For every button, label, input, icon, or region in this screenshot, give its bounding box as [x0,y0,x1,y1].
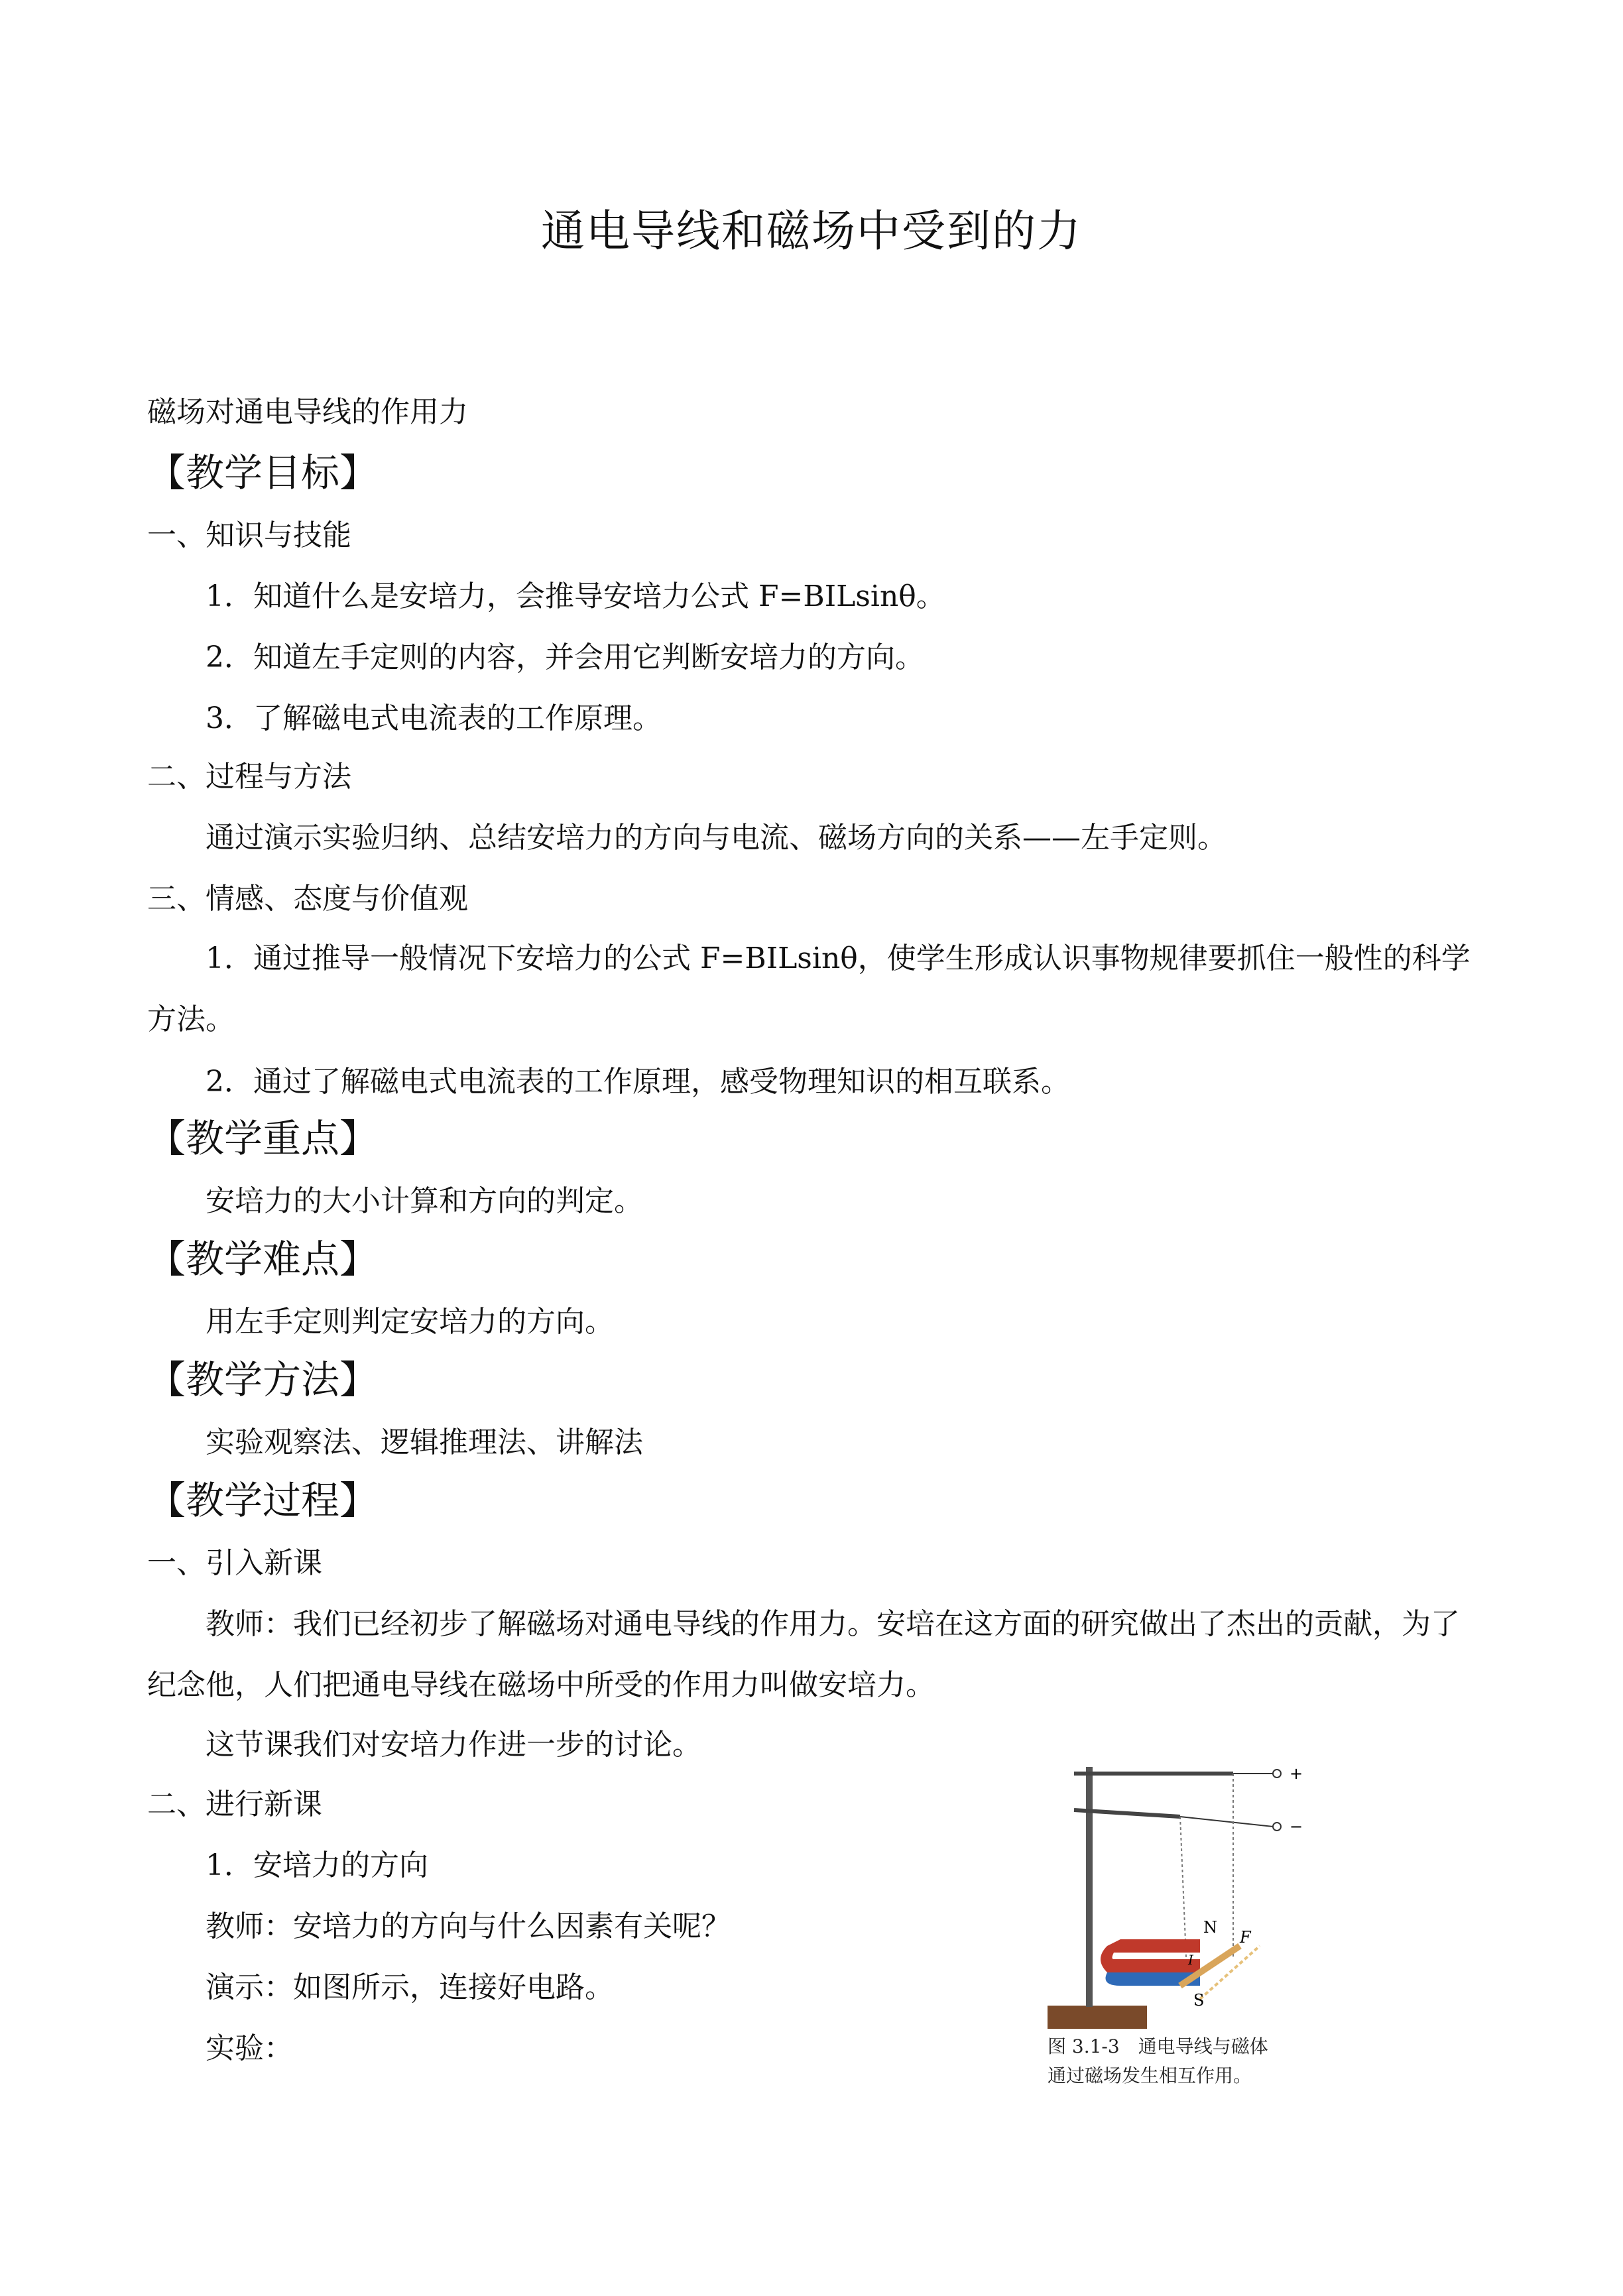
plus-terminal [1273,1770,1281,1778]
objectives-heading: 【教学目标】 [147,450,379,495]
magnet-n [1101,1939,1200,1972]
knowledge-heading: 一、知识与技能 [147,518,351,552]
demo-text: 演示：如图所示，连接好电路。 [206,1970,614,2004]
emotion-heading: 三、情感、态度与价值观 [147,882,468,916]
i-label: I [1188,1952,1193,1968]
difficulty-text: 用左手定则判定安培力的方向。 [206,1305,614,1339]
key-heading: 【教学重点】 [147,1116,379,1161]
experiment-figure [1034,1714,1319,2085]
new-lesson-item: 1．安培力的方向 [206,1848,428,1882]
knowledge-item: 1．知道什么是安培力，会推导安培力公式 F=BILsinθ。 [206,579,945,613]
s-label: S [1193,1991,1205,2010]
stand-rod [1086,1767,1093,2007]
stand-base [1048,2006,1147,2029]
plus-label: + [1290,1764,1303,1783]
minus-terminal [1273,1823,1281,1831]
emotion-item: 1．通过推导一般情况下安培力的公式 F=BILsinθ，使学生形成认识事物规律要抓住一般性的科学方法。 [147,941,1471,1036]
intro-text: 教师：我们已经初步了解磁场对通电导线的作用力。安培在这方面的研究做出了杰出的贡献，为了纪念他，人们把通电导线在磁场中所受的作用力叫做安培力。 [147,1607,1460,1702]
process-text: 通过演示实验归纳、总结安培力的方向与电流、磁场方向的关系——左手定则。 [206,821,1227,855]
figure-caption [1048,2032,1268,2090]
n-label: N [1203,1918,1217,1937]
method-heading: 【教学方法】 [147,1357,379,1402]
experiment-label: 实验： [206,2031,293,2065]
key-text: 安培力的大小计算和方向的判定。 [206,1184,643,1218]
subtitle: 磁场对通电导线的作用力 [147,395,468,429]
intro-heading: 一、引入新课 [147,1546,322,1580]
teaching-process-heading: 【教学过程】 [147,1478,379,1523]
page-title: 通电导线和磁场中受到的力 [541,206,1082,257]
difficulty-heading: 【教学难点】 [147,1237,379,1282]
method-text: 实验观察法、逻辑推理法、讲解法 [206,1425,643,1459]
new-lesson-heading: 二、进行新课 [147,1787,322,1821]
process-heading: 二、过程与方法 [147,760,351,794]
caption-line: 图 3.1-3 通电导线与磁体 [1048,2035,1268,2057]
knowledge-item: 2．知道左手定则的内容，并会用它判断安培力的方向。 [206,640,924,674]
intro-text: 这节课我们对安培力作进一步的讨论。 [206,1728,701,1762]
emotion-item: 2．通过了解磁电式电流表的工作原理，感受物理知识的相互联系。 [206,1065,1070,1099]
knowledge-item: 3．了解磁电式电流表的工作原理。 [206,701,662,735]
f-label: F [1240,1928,1251,1947]
teacher-question: 教师：安培力的方向与什么因素有关呢？ [206,1909,731,1943]
caption-line: 通过磁场发生相互作用。 [1048,2065,1252,2086]
minus-label: − [1290,1817,1303,1836]
